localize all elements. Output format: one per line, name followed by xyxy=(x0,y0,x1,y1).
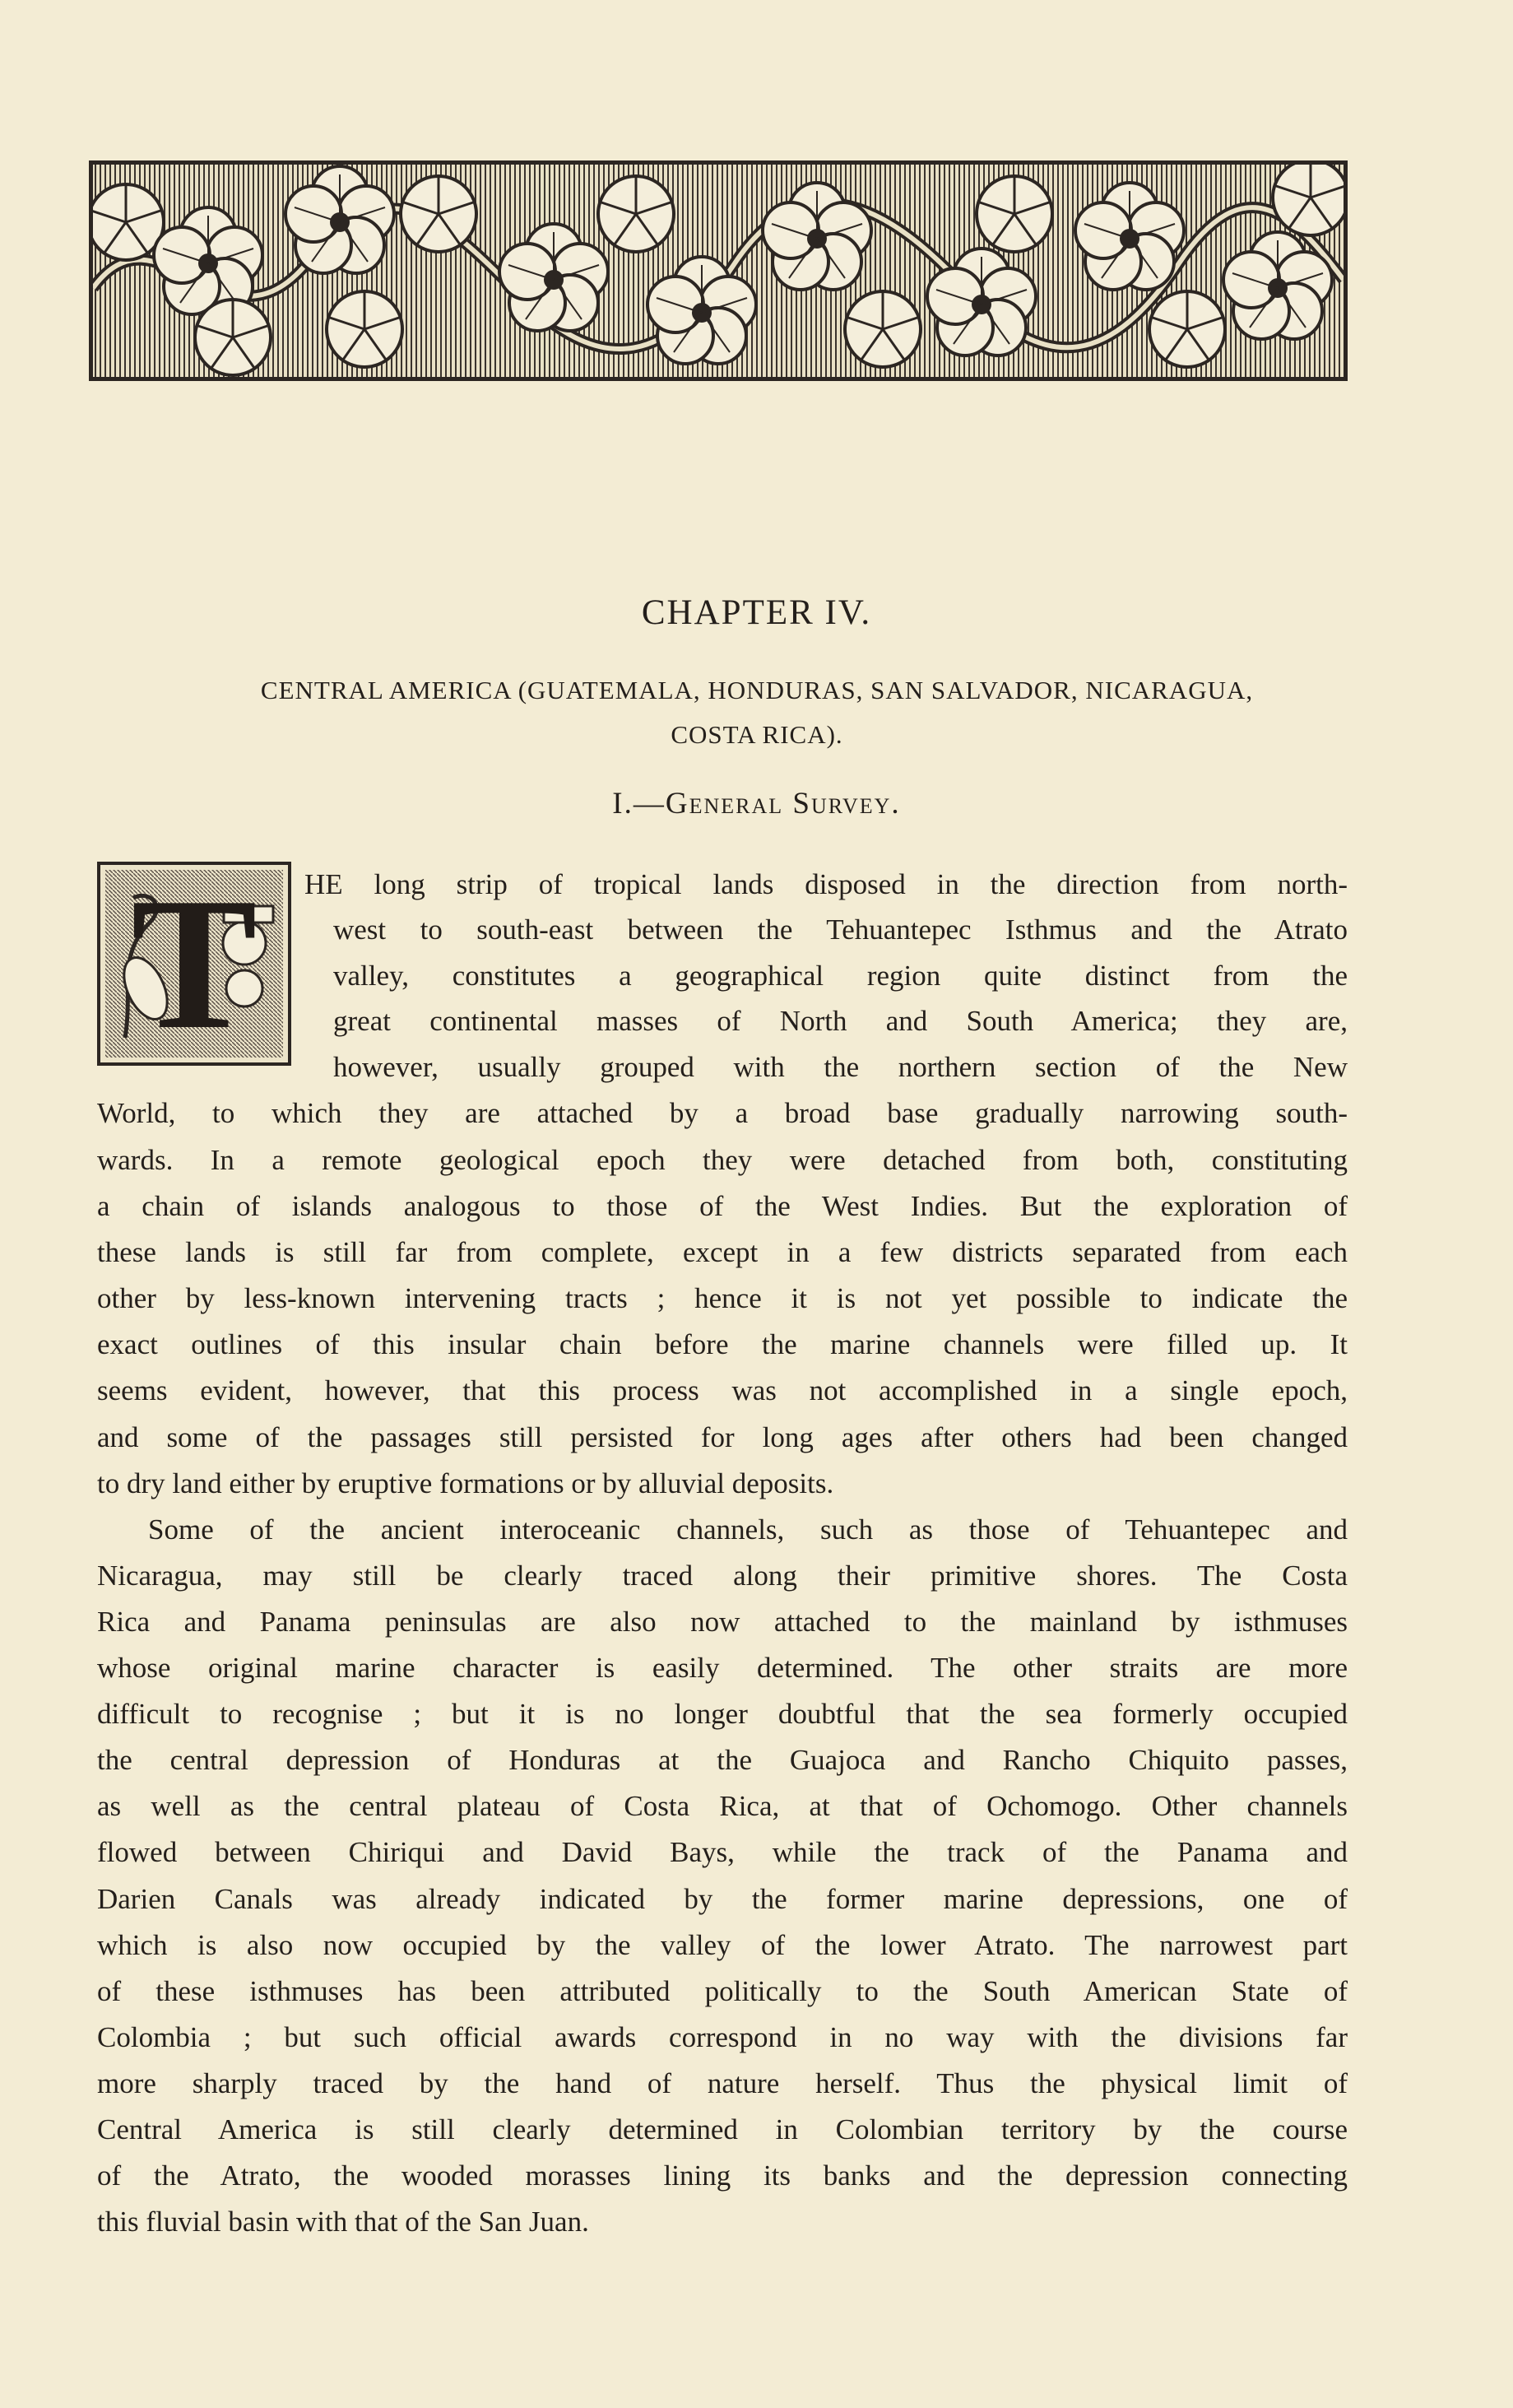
paragraph-1-line-1: HE long strip of tropical lands disposed in the direction from north- xyxy=(304,868,1348,900)
paragraph-2-line-3: Rica and Panama peninsulas are also now attached to the mainland by isthmuses xyxy=(97,1606,1348,1638)
paragraph-2-line-16: this fluvial basin with that of the San Juan. xyxy=(97,2206,589,2238)
paragraph-2-line-1: Some of the ancient interoceanic channels, such as those of Tehuantepec and xyxy=(148,1513,1348,1546)
paragraph-2-line-6: the central depression of Honduras at the Guajoca and Rancho Chiquito passes, xyxy=(97,1744,1348,1776)
section-heading: I.—General Survey. xyxy=(612,787,901,820)
paragraph-1-line-4: great continental masses of North and South America; they are, xyxy=(333,1005,1348,1037)
paragraph-1-line-5: however, usually grouped with the northern section of the New xyxy=(333,1051,1348,1083)
paragraph-1-line-6: World, to which they are attached by a broad base gradually narrowing south- xyxy=(97,1097,1348,1129)
paragraph-1-line-8: a chain of islands analogous to those of the West Indies. But the exploration of xyxy=(97,1190,1348,1222)
floral-vine-illustration xyxy=(93,165,1344,377)
paragraph-2-line-10: which is also now occupied by the valley of the lower Atrato. The narrowest part xyxy=(97,1929,1348,1961)
chapter-title: CHAPTER IV. xyxy=(641,593,872,632)
paragraph-2-line-11: of these isthmuses has been attributed politically to the South American State of xyxy=(97,1975,1348,2007)
paragraph-2-line-2: Nicaragua, may still be clearly traced along their primitive shores. The Costa xyxy=(97,1560,1348,1592)
paragraph-1-line-13: and some of the passages still persisted for long ages after others had been changed xyxy=(97,1421,1348,1453)
paragraph-1-line-7: wards. In a remote geological epoch they were detached from both, constituting xyxy=(97,1144,1348,1176)
paragraph-1-line-3: valley, constitutes a geographical region quite distinct from the xyxy=(333,960,1348,992)
paragraph-1-line-12: seems evident, however, that this process was not accomplished in a single epoch, xyxy=(97,1374,1348,1406)
paragraph-2-line-13: more sharply traced by the hand of nature herself. Thus the physical limit of xyxy=(97,2067,1348,2099)
decorated-drop-cap xyxy=(97,862,291,1066)
paragraph-2-line-14: Central America is still clearly determined in Colombian territory by the course xyxy=(97,2113,1348,2145)
paragraph-2-line-7: as well as the central plateau of Costa Rica, at that of Ochomogo. Other channels xyxy=(97,1790,1348,1822)
paragraph-2-line-5: difficult to recognise ; but it is no longer doubtful that the sea formerly occupied xyxy=(97,1698,1348,1730)
chapter-subtitle xyxy=(132,668,1382,757)
paragraph-2-line-12: Colombia ; but such official awards correspond in no way with the divisions far xyxy=(97,2021,1348,2053)
paragraph-1-line-9: these lands is still far from complete, except in a few districts separated from each xyxy=(97,1236,1348,1268)
paragraph-1-line-10: other by less-known intervening tracts ; hence it is not yet possible to indicate the xyxy=(97,1282,1348,1314)
paragraph-2-line-8: flowed between Chiriqui and David Bays, while the track of the Panama and xyxy=(97,1836,1348,1868)
paragraph-1-line-14: to dry land either by eruptive formations or by alluvial deposits. xyxy=(97,1467,834,1499)
paragraph-1-line-11: exact outlines of this insular chain before the marine channels were filled up. It xyxy=(97,1328,1348,1360)
chapter-subtitle-line-2: COSTA RICA). xyxy=(671,720,843,749)
paragraph-2-line-15: of the Atrato, the wooded morasses lining its banks and the depression connecting xyxy=(97,2159,1348,2192)
drop-cap-letter: T xyxy=(131,862,258,1066)
chapter-subtitle-line-1: CENTRAL AMERICA (GUATEMALA, HONDURAS, SAN SALVADOR, NICARAGUA, xyxy=(260,676,1254,704)
paragraph-2-line-4: whose original marine character is easily determined. The other straits are more xyxy=(97,1652,1348,1684)
paragraph-1-line-2: west to south-east between the Tehuantepec Isthmus and the Atrato xyxy=(333,913,1348,946)
floral-headpiece-ornament xyxy=(89,160,1348,381)
paragraph-2-line-9: Darien Canals was already indicated by the former marine depressions, one of xyxy=(97,1883,1348,1915)
